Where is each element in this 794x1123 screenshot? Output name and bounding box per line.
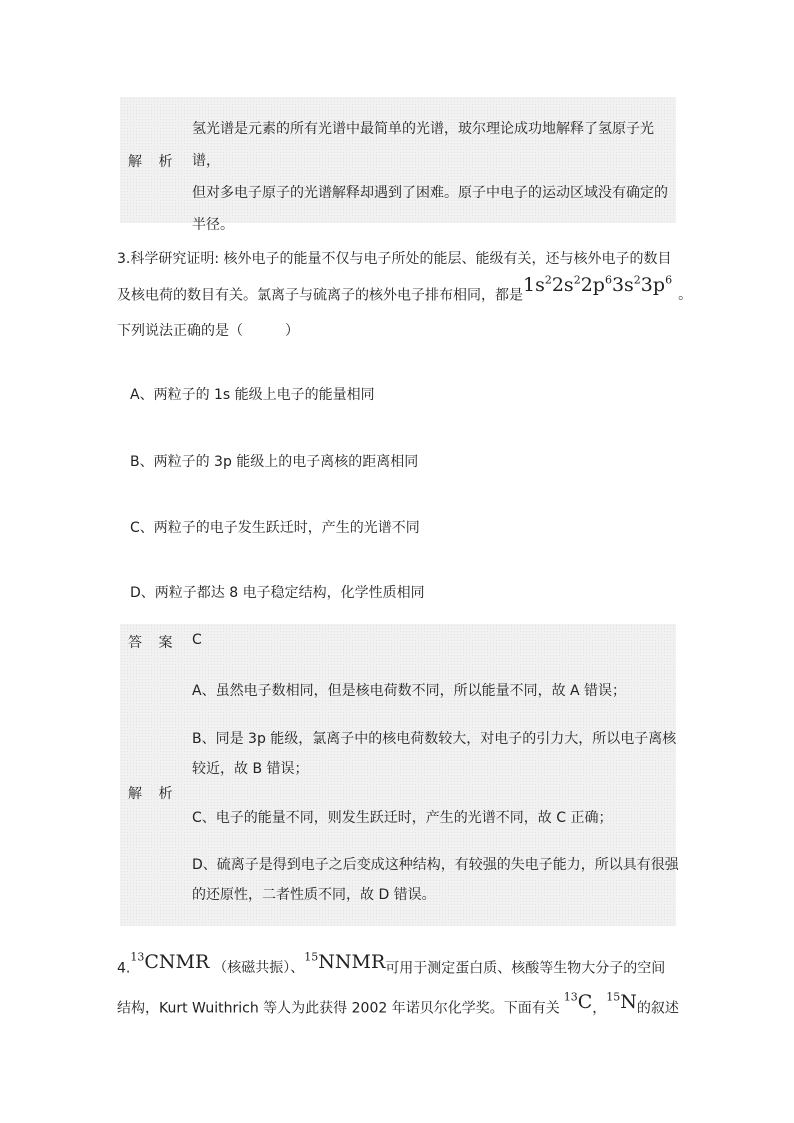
analysis-panel-1 [120, 97, 676, 233]
question-4-text: 结构，Kurt Wuithrich 等人为此获得 2002 年诺贝尔化学奖。下面有关 [117, 1000, 560, 1017]
answer-value: C [192, 632, 202, 648]
question-number: 4. [117, 960, 131, 977]
analysis-line-c: C、电子的能量不同，则发生跃迁时，产生的光谱不同，故 C 正确； [192, 810, 613, 826]
period: 。 [678, 287, 693, 304]
analysis-line: 半径。 [192, 217, 234, 233]
option-b: B、两粒子的 3p 能级上的电子离核的距离相同 [130, 454, 419, 470]
question-3-line-2 [117, 274, 693, 304]
analysis-line-d1: D、硫离子是得到电子之后变成这种结构，有较强的失电子能力，所以具有很强 [192, 857, 679, 873]
question-3-text: 及核电荷的数目有关。氯离子与硫离子的核外电子排布相同，都是 [117, 287, 523, 304]
analysis-label: 解 析 [128, 154, 179, 170]
comma: ， [592, 1000, 607, 1017]
nmr-13c: $^{13}$CNMR [130, 951, 210, 974]
analysis-text [192, 113, 672, 241]
question-3-line-3: 下列说法正确的是（ ） [117, 323, 299, 339]
option-a: A、两粒子的 1s 能级上电子的能量相同 [130, 387, 375, 403]
isotope-13c: $^{13}$C [563, 991, 593, 1014]
question-4-line-1 [117, 951, 666, 977]
isotope-15n: $^{15}$N [606, 991, 637, 1014]
analysis-line: 但对多电子原子的光谱解释却遇到了困难。原子中电子的运动区域没有确定的 [192, 185, 668, 201]
answer-label: 答 案 [128, 635, 179, 651]
analysis-line-d2: 的还原性，二者性质不同，故 D 错误。 [192, 887, 436, 903]
option-d: D、两粒子都达 8 电子稳定结构，化学性质相同 [130, 585, 425, 601]
question-4-text: 的叙述 [636, 1000, 679, 1017]
answer-panel [120, 624, 679, 926]
analysis-line-b1: B、同是 3p 能级，氯离子中的核电荷数较大，对电子的引力大，所以电子离核 [192, 731, 677, 747]
question-4-text: 可用于测定蛋白质、核酸等生物大分子的空间 [385, 960, 666, 977]
analysis-line-b2: 较近，故 B 错误； [192, 761, 309, 777]
analysis-label: 解 析 [128, 786, 179, 802]
analysis-line-a: A、虽然电子数相同，但是核电荷数不同，所以能量不同，故 A 错误； [192, 683, 627, 699]
question-4-line-2 [117, 991, 679, 1017]
analysis-line: 氢光谱是元素的所有光谱中最简单的光谱，玻尔理论成功地解释了氢原子光谱， [192, 121, 654, 169]
question-4-text: （核磁共振）、 [213, 960, 305, 977]
option-c: C、两粒子的电子发生跃迁时，产生的光谱不同 [130, 520, 420, 536]
electron-configuration: $1s^22s^22p^63s^23p^6$ [523, 274, 673, 297]
nmr-15n: $^{15}$NNMR [304, 951, 386, 974]
question-3-line-1: 3.科学研究证明: 核外电子的能量不仅与电子所处的能层、能级有关，还与核外电子的数目 [117, 251, 672, 267]
